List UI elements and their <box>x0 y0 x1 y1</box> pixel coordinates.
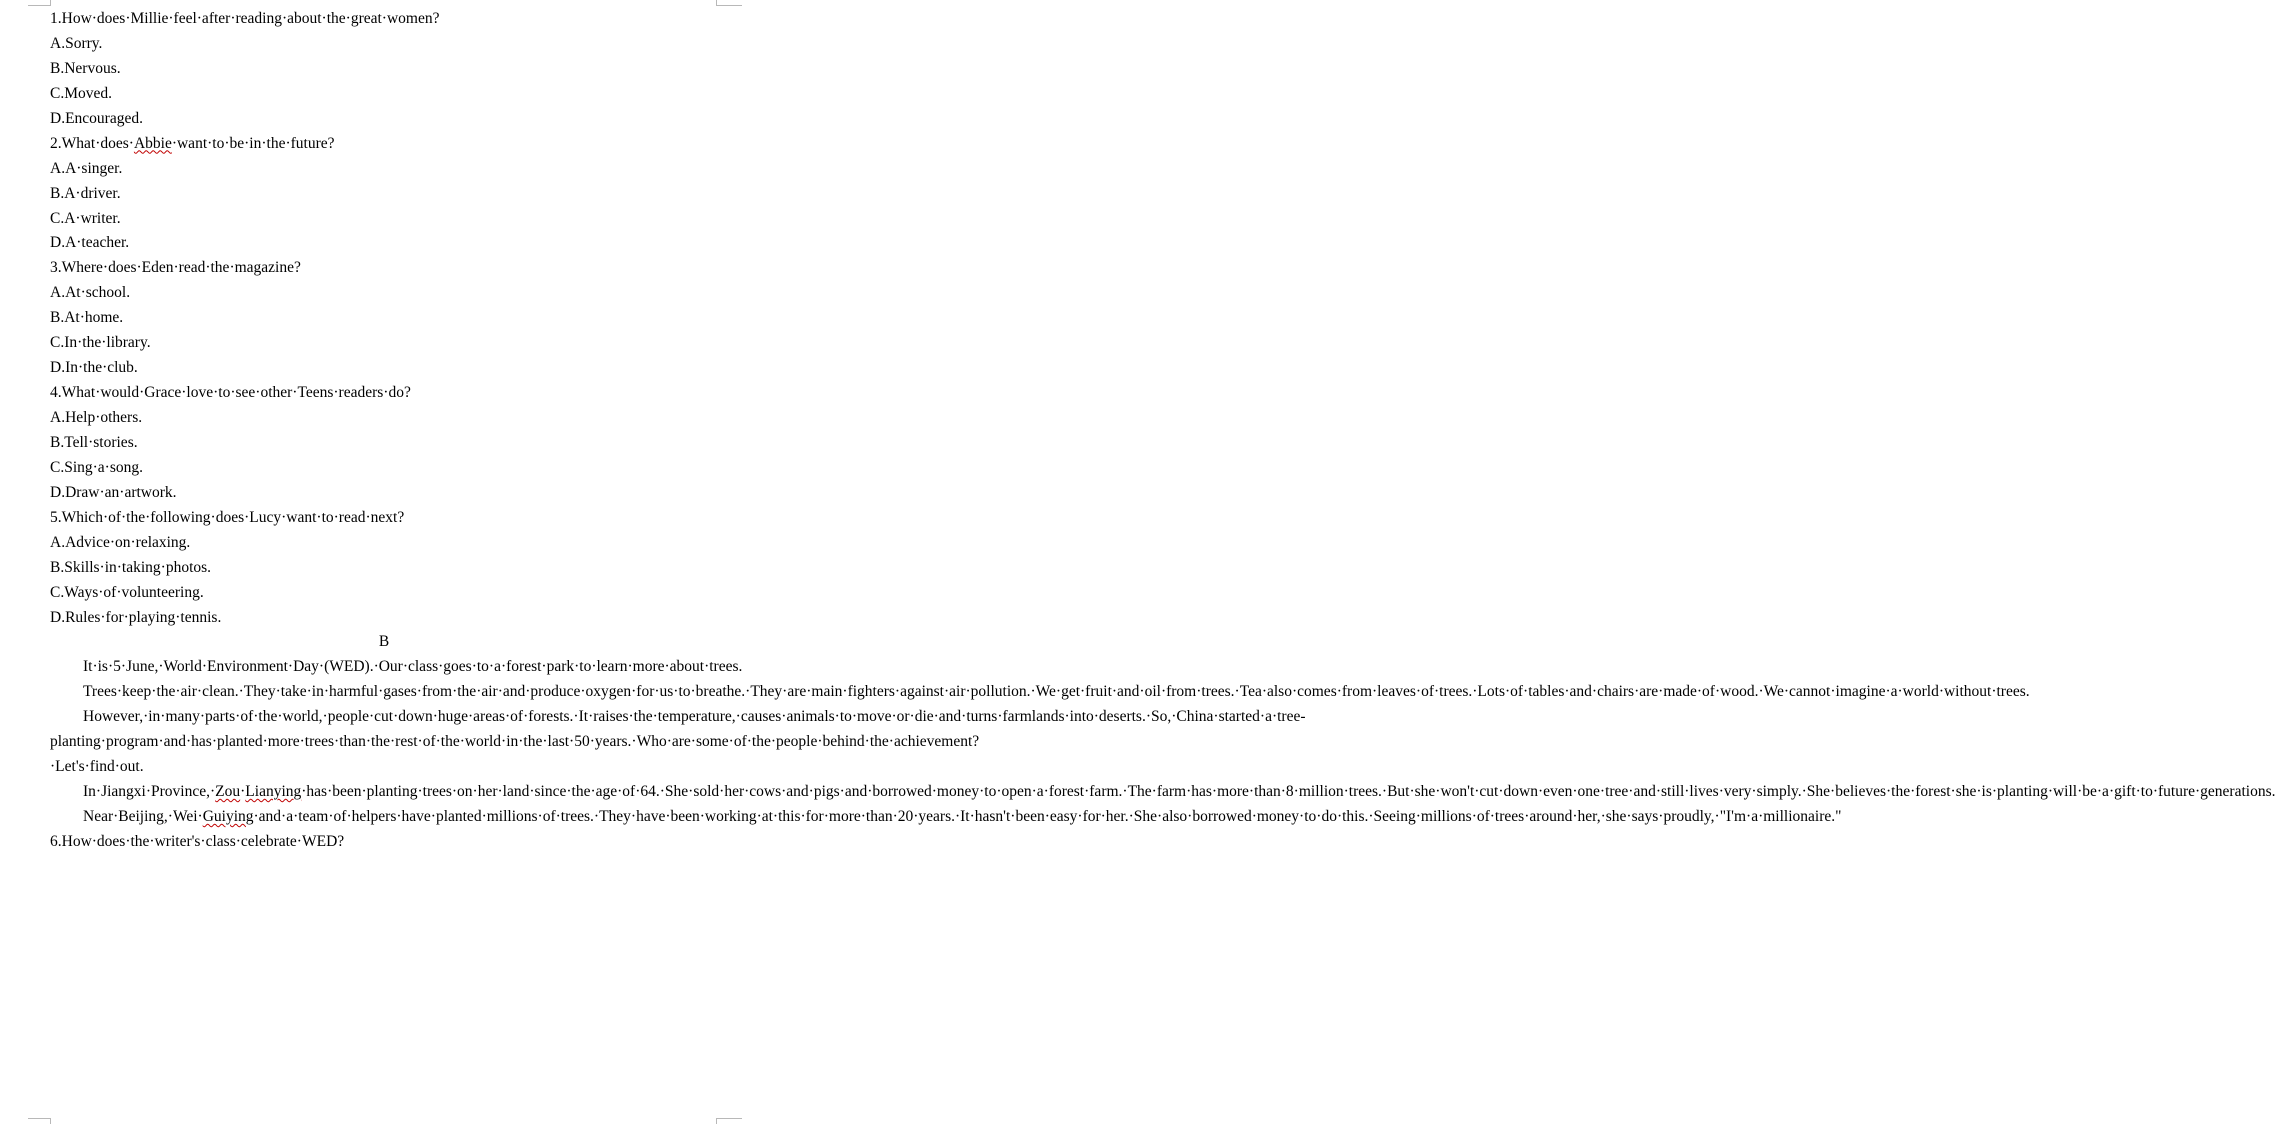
question-stem: 3.Where·does·Eden·read·the·magazine? <box>50 259 301 277</box>
passage-paragraph: In·Jiangxi·Province,·Zou·Lianying·has·been·planting·trees·on·her·land·since·the·age·of·64.·She·sold·her·cows·and·pigs·and·borrowed·money·to·open·a·forest·farm.·The·farm·has·more·than·8·million·trees.·But·she·won't·cut·down·even·one·tree·and·still·lives·very·simply.·She·believes·the·forest·she·is·planting·will·be·a·gift·to·future·generations. <box>83 783 2276 801</box>
answer-option: A.At·school. <box>50 284 131 302</box>
answer-option: D.Rules·for·playing·tennis. <box>50 608 222 626</box>
question-stem: 2.What·does·Abbie·want·to·be·in·the·future? <box>50 134 335 152</box>
answer-option: B.Skills·in·taking·photos. <box>50 558 212 576</box>
answer-option: A.Sorry. <box>50 34 103 52</box>
answer-option: D.Draw·an·artwork. <box>50 483 177 501</box>
crop-mark <box>716 1118 717 1124</box>
spellcheck-underlined-word: Zou <box>215 783 241 801</box>
answer-option: A.Help·others. <box>50 409 143 426</box>
crop-mark <box>50 1118 51 1124</box>
question-stem: 4.What·would·Grace·love·to·see·other·Teens·readers·do? <box>50 384 411 402</box>
answer-option: C.A·writer. <box>50 209 121 227</box>
answer-option: B.A·driver. <box>50 184 121 202</box>
question-stem: 5.Which·of·the·following·does·Lucy·want·to·read·next? <box>50 508 405 526</box>
crop-mark <box>28 1118 50 1119</box>
spellcheck-underlined-word: Guiying <box>202 808 254 826</box>
answer-option: C.Moved. <box>50 84 112 102</box>
document-body[interactable] <box>50 7 2276 855</box>
crop-mark <box>716 0 717 6</box>
answer-option: B.At·home. <box>50 309 124 327</box>
answer-option: A.A·singer. <box>50 159 123 177</box>
answer-option: C.Ways·of·volunteering. <box>50 583 204 601</box>
answer-option: C.In·the·library. <box>50 334 151 352</box>
question-stem: 1.How·does·Millie·feel·after·reading·about·the·great·women? <box>50 10 440 27</box>
crop-mark <box>50 0 51 6</box>
answer-option: D.Encouraged. <box>50 109 143 127</box>
section-heading: B <box>378 633 390 651</box>
crop-mark <box>28 5 50 6</box>
passage-paragraph: However,·in·many·parts·of·the·world,·people·cut·down·huge·areas·of·forests.·It·raises·the·temperature,·causes·animals·to·move·or·die·and·turns·farmlands·into·deserts.·So,·China·started·a·tree-planting·program·and·has·planted·more·trees·than·the·rest·of·the·world·in·the·last·50·years.·Who·are·some·of·the·people·behind·the·achievement?·Let's·find·out. <box>50 708 1306 776</box>
crop-mark <box>716 5 742 6</box>
answer-option: C.Sing·a·song. <box>50 458 143 476</box>
passage-paragraph: Near·Beijing,·Wei·Guiying·and·a·team·of·helpers·have·planted·millions·of·trees.·They·have·been·working·at·this·for·more·than·20·years.·It·hasn't·been·easy·for·her.·She·also·borrowed·money·to·do·this.·Seeing·millions·of·trees·around·her,·she·says·proudly,·"I'm·a·millionaire." <box>83 808 1842 826</box>
crop-mark <box>716 1118 742 1119</box>
spellcheck-underlined-word: Abbie <box>133 134 172 152</box>
spellcheck-underlined-word: Lianying <box>245 783 302 801</box>
answer-option: B.Nervous. <box>50 59 121 77</box>
answer-option: D.A·teacher. <box>50 234 130 252</box>
answer-option: D.In·the·club. <box>50 359 138 377</box>
passage-paragraph: Trees·keep·the·air·clean.·They·take·in·harmful·gases·from·the·air·and·produce·oxygen·for·us·to·breathe.·They·are·main·fighters·against·air·pollution.·We·get·fruit·and·oil·from·trees.·Tea·also·comes·from·leaves·of·trees.·Lots·of·tables·and·chairs·are·made·of·wood.·We·cannot·imagine·a·world·without·trees. <box>83 683 2030 701</box>
answer-option: A.Advice·on·relaxing. <box>50 533 191 551</box>
passage-paragraph: It·is·5·June,·World·Environment·Day·(WED).·Our·class·goes·to·a·forest·park·to·learn·more·about·trees. <box>83 658 743 676</box>
answer-option: B.Tell·stories. <box>50 433 138 451</box>
question-stem: 6.How·does·the·writer's·class·celebrate·WED? <box>50 833 345 851</box>
